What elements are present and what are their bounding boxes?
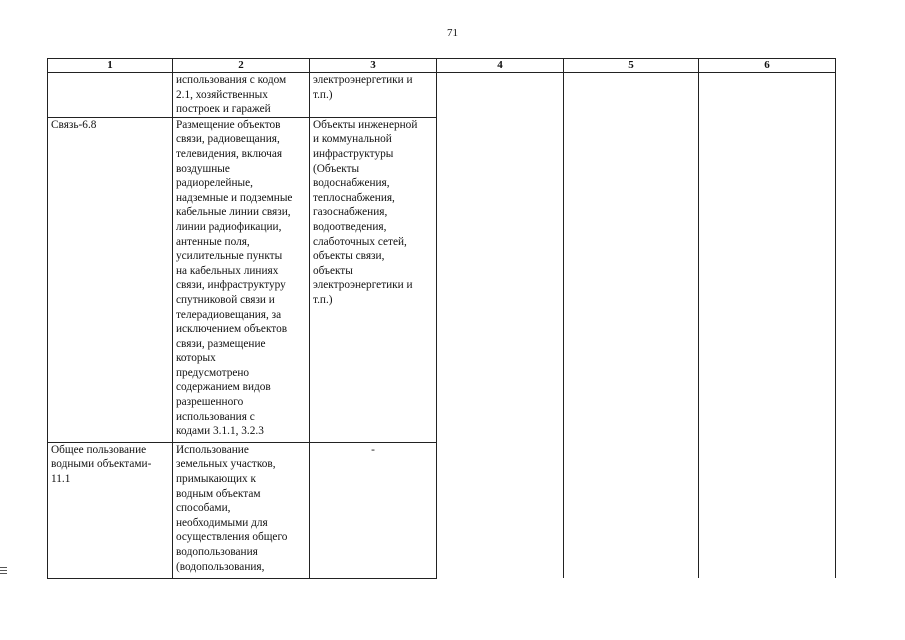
column-header-6: 6 — [699, 59, 836, 73]
cell-col3: - — [310, 442, 437, 578]
table-header-row — [48, 59, 836, 73]
cell-col4 — [437, 73, 564, 579]
cell-col3: электроэнергетики и т.п.) — [310, 73, 437, 118]
margin-mark — [0, 567, 7, 575]
cell-col2: Размещение объектов связи, радиовещания, телевидения, включая воздушные радиорелейные, надземные и подземные кабельные линии связи, линии радиофикации, антенные поля, усилительные пункты на кабельных линиях связи, инфраструктуру спутниковой связи и телерадиовещания, за исключением объектов связи, размещение которых предусмотрено содержанием видов разрешенного использования с кодами 3.1.1, 3.2.3 — [173, 117, 310, 442]
column-header-2: 2 — [173, 59, 310, 73]
column-header-5: 5 — [564, 59, 699, 73]
cell-col6 — [699, 73, 836, 579]
cell-col1: Общее пользование водными объектами- 11.1 — [48, 442, 173, 578]
column-header-3: 3 — [310, 59, 437, 73]
page-number: 71 — [447, 27, 458, 39]
document-table — [47, 58, 836, 579]
cell-col3: Объекты инженерной и коммунальной инфраструктуры (Объекты водоснабжения, теплоснабжения, газоснабжения, водоотведения, слаботочных сетей, объекты связи, объекты электроэнергетики и т.п.) — [310, 117, 437, 442]
cell-col5 — [564, 73, 699, 579]
column-header-4: 4 — [437, 59, 564, 73]
cell-col1: Связь-6.8 — [48, 117, 173, 442]
cell-col2: Использование земельных участков, примыкающих к водным объектам способами, необходимыми для осуществления общего водопользования (водопользования, — [173, 442, 310, 578]
column-header-1: 1 — [48, 59, 173, 73]
cell-col2: использования с кодом 2.1, хозяйственных построек и гаражей — [173, 73, 310, 118]
cell-col1 — [48, 73, 173, 118]
table-row — [48, 73, 836, 118]
